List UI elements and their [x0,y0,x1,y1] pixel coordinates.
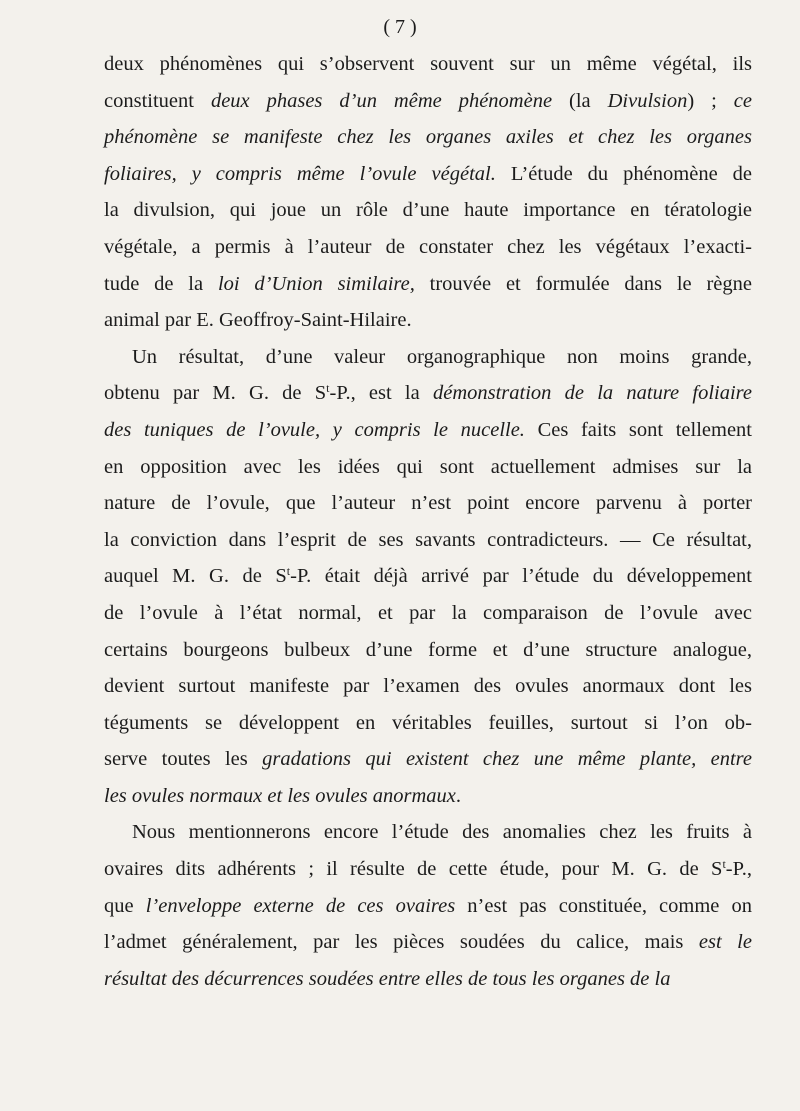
text-run: . [455,784,461,807]
italic-text: loi d’Union similaire, [217,272,415,295]
italic-text: l’enveloppe externe de ces ovaires [145,894,456,917]
italic-text: est le [698,931,752,954]
paragraph [104,46,752,339]
text-run: serve toutes les [104,748,263,771]
text-run: la conviction dans l’esprit de ses savants contradicteurs. — Ce résultat, [104,528,752,551]
text-run: animal par E. Geoffroy-Saint-Hilaire. [104,309,412,332]
text-run: en opposition avec les idées qui sont actuellement admises sur la [104,455,752,478]
text-line [104,119,752,156]
text-line [104,632,752,669]
text-line [104,412,752,449]
text-run: Ces faits sont tellement [524,418,752,441]
body-text [104,46,752,997]
text-run: téguments se développent en véritables feuilles, surtout si l’on ob- [104,711,752,734]
italic-text: des tuniques de l’ovule, y compris le nucelle. [104,418,525,441]
text-line [104,83,752,120]
superscript-text: t [722,857,726,872]
text-line [104,668,752,705]
text-line [104,961,752,998]
italic-text: démonstration de la nature foliaire [432,382,752,405]
italic-text: ce [733,89,752,112]
italic-text: gradations qui existent chez une même plante, entre [262,748,752,771]
paragraph [104,339,752,815]
text-run: (la [552,89,608,112]
text-line [104,266,752,303]
text-run: constituent [104,89,211,112]
italic-text: deux phases d’un même phénomène [210,89,553,112]
superscript-text: t [286,564,291,579]
text-run: -P., [725,858,752,881]
text-run: trouvée et formulée dans le règne [414,272,752,295]
text-run: ) ; [687,89,734,112]
text-run: Nous mentionnerons encore l’étude des anomalies chez les fruits à [132,821,752,844]
text-line [104,814,752,851]
text-run: végétale, a permis à l’auteur de constater chez les végétaux l’exacti- [104,235,752,258]
text-run: -P., est la [329,382,433,405]
text-line [104,741,752,778]
text-run: L’étude du phénomène de [495,162,753,185]
text-run: auquel M. G. de S [104,565,287,588]
text-line [104,302,752,339]
text-run: -P. était déjà arrivé par l’étude du développement [290,565,752,588]
text-run: Un résultat, d’une valeur organographique non moins grande, [132,345,752,368]
italic-text: résultat des décurrences soudées entre elles de tous les organes de la [104,967,671,990]
text-line [104,156,752,193]
text-line [104,339,752,376]
text-run: obtenu par M. G. de S [104,382,327,405]
text-line [104,558,752,595]
text-run: que [104,894,146,917]
text-line [104,192,752,229]
page-number: ( 7 ) [383,16,417,38]
text-line [104,595,752,632]
italic-text: les ovules normaux et les ovules anormaux [104,784,456,807]
text-line [104,851,752,888]
text-run: n’est pas constituée, comme on [455,894,752,917]
text-run: l’admet généralement, par les pièces soudées du calice, mais [104,931,699,954]
text-line [104,522,752,559]
text-run: nature de l’ovule, que l’auteur n’est point encore parvenu à porter [104,492,752,515]
text-line [104,485,752,522]
text-line [104,778,752,815]
italic-text: phénomène se manifeste chez les organes axiles et chez les organes [104,126,752,149]
text-run: de l’ovule à l’état normal, et par la comparaison de l’ovule avec [104,601,752,624]
text-line [104,705,752,742]
text-line [104,888,752,925]
text-run: la divulsion, qui joue un rôle d’une haute importance en tératologie [104,199,752,222]
text-run: certains bourgeons bulbeux d’une forme et d’une structure analogue, [104,638,752,661]
text-run: deux phénomènes qui s’observent souvent sur un même végétal, ils [104,53,752,75]
text-line [104,924,752,961]
text-run: ovaires dits adhérents ; il résulte de cette étude, pour M. G. de S [104,858,723,881]
text-run: tude de la [104,272,218,295]
paragraph [104,814,752,997]
italic-text: foliaires, y compris même l’ovule végétal. [104,162,496,185]
italic-text: Divulsion [607,89,688,112]
text-line [104,229,752,266]
text-line [104,375,752,412]
superscript-text: t [326,381,330,396]
text-run: devient surtout manifeste par l’examen des ovules anormaux dont les [104,675,752,698]
text-line [104,449,752,486]
text-line [104,46,752,83]
